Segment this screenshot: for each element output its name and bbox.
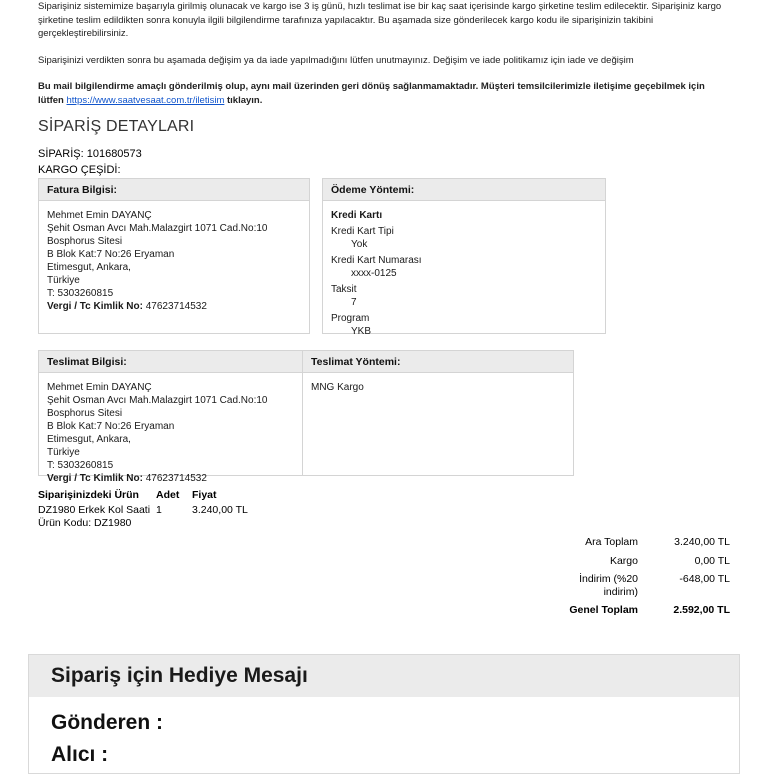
discount-value: -648,00 TL <box>679 573 730 585</box>
subtotal-value: 3.240,00 TL <box>674 536 730 548</box>
shipping-label: Kargo <box>609 554 638 567</box>
total-row-grand <box>550 604 730 617</box>
delivery-tax-id-label: Vergi / Tc Kimlik No: <box>47 473 143 484</box>
delivery-method-box <box>302 350 574 476</box>
billing-address-1: Şehit Osman Avcı Mah.Malazgirt 1071 Cad.No:10 Bosphorus Sitesi <box>47 223 268 247</box>
payment-program-value: YKB <box>351 326 372 337</box>
billing-tax-id-value: 47623714532 <box>145 301 207 312</box>
delivery-name: Mehmet Emin DAYANÇ <box>47 382 152 393</box>
delivery-info-body <box>39 373 309 493</box>
payment-installment-value: 7 <box>351 297 357 308</box>
total-row-subtotal <box>550 536 730 549</box>
shipping-type-label: KARGO ÇEŞİDİ: <box>38 164 121 176</box>
product-name: DZ1980 Erkek Kol Saati <box>38 504 151 516</box>
billing-tax-id-label: Vergi / Tc Kimlik No: <box>47 301 143 312</box>
order-number <box>38 148 142 160</box>
payment-method-box <box>322 178 606 337</box>
payment-installment-label: Taksit <box>331 284 357 295</box>
delivery-tax-id <box>47 472 301 485</box>
intro-paragraph-3 <box>38 80 730 107</box>
delivery-info-box <box>38 350 310 484</box>
delivery-address-1: Şehit Osman Avcı Mah.Malazgirt 1071 Cad.No:10 <box>47 395 268 406</box>
billing-info-box <box>38 178 310 334</box>
shipping-value: 0,00 TL <box>694 554 730 567</box>
total-row-discount <box>550 573 730 598</box>
payment-card-number-value: xxxx-0125 <box>351 268 397 279</box>
delivery-address-2: Bosphorus Sitesi <box>47 408 123 419</box>
grand-total-value: 2.592,00 TL <box>673 604 730 616</box>
payment-program-label: Program <box>331 313 370 324</box>
product-code-value: DZ1980 <box>94 517 132 529</box>
gift-receiver-label: Alıcı : <box>51 743 109 766</box>
gift-message-title: Sipariş için Hediye Mesajı <box>29 655 739 697</box>
gift-message-panel <box>28 654 740 774</box>
discount-label: İndirim (%20 indirim) <box>579 573 638 598</box>
delivery-method-title: Teslimat Yöntemi: <box>303 351 573 373</box>
payment-method-name: Kredi Kartı <box>331 210 383 221</box>
billing-country: Türkiye <box>47 275 80 286</box>
delivery-tax-id-value: 47623714532 <box>145 473 207 484</box>
products-table-header <box>38 489 338 501</box>
payment-card-number-label: Kredi Kart Numarası <box>331 255 422 266</box>
payment-row-card-number <box>331 254 597 280</box>
page-title: SİPARİŞ DETAYLARI <box>38 118 195 135</box>
billing-name: Mehmet Emin DAYANÇ <box>47 210 152 221</box>
contact-link[interactable]: https://www.saatvesaat.com.tr/iletisim <box>66 94 225 106</box>
delivery-address-3: B Blok Kat:7 No:26 Eryaman <box>47 421 175 432</box>
payment-card-type-label: Kredi Kart Tipi <box>331 226 394 237</box>
products-col-qty: Adet <box>156 489 180 501</box>
payment-method-title: Ödeme Yöntemi: <box>323 179 605 201</box>
gift-sender-label: Gönderen : <box>51 711 164 734</box>
payment-row-program <box>331 312 597 338</box>
billing-tax-id <box>47 300 301 313</box>
product-price: 3.240,00 TL <box>192 504 248 516</box>
subtotal-label: Ara Toplam <box>585 536 638 548</box>
billing-address-3: Etimesgut, Ankara, <box>47 262 131 273</box>
gift-message-body <box>29 697 739 771</box>
billing-phone: T: 5303260815 <box>47 288 114 299</box>
payment-row-installment <box>331 283 597 309</box>
delivery-method-value: MNG Kargo <box>311 382 364 393</box>
intro-text-block <box>38 0 730 107</box>
payment-method-body <box>323 201 605 346</box>
delivery-info-title: Teslimat Bilgisi: <box>39 351 309 373</box>
billing-info-title: Fatura Bilgisi: <box>39 179 309 201</box>
product-code-label: Ürün Kodu: <box>38 517 92 529</box>
products-col-product: Siparişinizdeki Ürün <box>38 489 139 501</box>
intro-paragraph-2: Siparişinizi verdikten sonra bu aşamada değişim ya da iade yapılmadığını lütfen unutmayınız. Değişim ve iade politikamız için iade ve değişim <box>38 54 634 66</box>
delivery-country: Türkiye <box>47 447 80 458</box>
intro-note-after: tıklayın. <box>224 94 263 106</box>
product-qty: 1 <box>156 504 162 516</box>
order-number-value: 101680573 <box>86 148 142 160</box>
intro-note-before: Bu mail bilgilendirme amaçlı gönderilmiş olup, aynı mail üzerinden geri dönüş sağlanmamaktadır. Müşteri temsilcilerimizle iletişime geçebilmek için lütfen <box>38 81 705 106</box>
order-number-label: SİPARİŞ: <box>38 148 84 160</box>
billing-info-body <box>39 201 309 321</box>
intro-paragraph-1: Siparişiniz sistemimize başarıyla girilmiş olunacak ve kargo ise 3 iş günü, hızlı teslimat ise bir kaç saat içerisinde kargo şirketine teslim edilecektir. Siparişiniz kargo şirketine teslim edildikten sonra konuyla ilgili bilgilendirme tarafınıza yapılacaktır. Bu aşamada size gönderilecek kargo kodu ile siparişinizin takibini gerçekleştirebilirsiniz. <box>38 1 722 39</box>
delivery-phone: T: 5303260815 <box>47 460 114 471</box>
grand-total-label: Genel Toplam <box>569 604 638 616</box>
total-row-shipping <box>550 555 730 568</box>
billing-address-2: B Blok Kat:7 No:26 Eryaman <box>47 249 175 260</box>
payment-card-type-value: Yok <box>351 239 368 250</box>
table-row <box>38 504 368 517</box>
payment-row-card-type <box>331 225 597 251</box>
totals-block <box>550 536 730 623</box>
products-col-price: Fiyat <box>192 489 217 501</box>
product-code <box>38 517 131 529</box>
delivery-address-4: Etimesgut, Ankara, <box>47 434 131 445</box>
delivery-method-body <box>303 373 573 402</box>
